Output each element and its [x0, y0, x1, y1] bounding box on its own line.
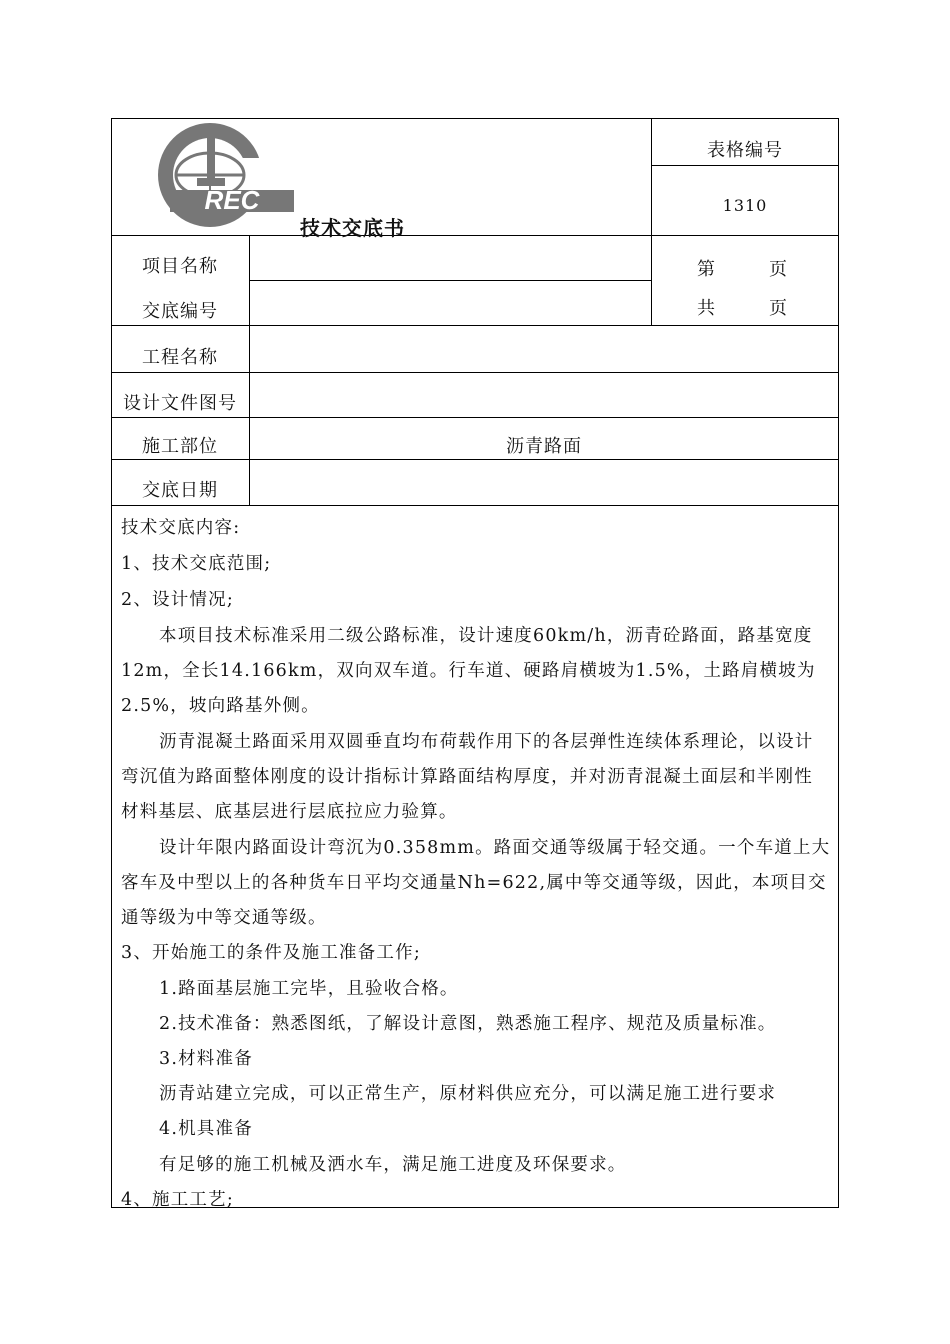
divider	[111, 235, 839, 236]
label-drawing-number: 设计文件图号	[123, 393, 237, 414]
logo-text: REC	[204, 185, 260, 215]
divider	[651, 165, 839, 166]
paragraph-line: 设计年限内路面设计弯沉为0.358mm。路面交通等级属于轻交通。一个车道上大	[159, 838, 831, 858]
label-project-name: 项目名称	[142, 256, 218, 277]
divider	[111, 417, 839, 418]
page-number: 第 页	[697, 259, 793, 280]
page-total: 共 页	[697, 298, 793, 319]
label-handover-number: 交底编号	[142, 301, 218, 322]
divider	[249, 280, 651, 281]
document-title: 技术交底书	[300, 216, 405, 240]
label-work-name: 工程名称	[142, 347, 218, 368]
section-heading: 3、开始施工的条件及施工准备工作;	[121, 943, 421, 963]
label-construction-part: 施工部位	[142, 436, 218, 457]
paragraph-line: 2.5%，坡向路基外侧。	[121, 696, 320, 716]
paragraph-line: 有足够的施工机械及洒水车，满足施工进度及环保要求。	[159, 1155, 627, 1175]
list-item: 1.路面基层施工完毕，且验收合格。	[159, 979, 459, 999]
paragraph-line: 12m，全长14.166km，双向双车道。行车道、硬路肩横坡为1.5%，土路肩横坡为	[121, 661, 816, 681]
divider	[111, 372, 839, 373]
company-logo	[150, 118, 300, 232]
form-number-value: 1310	[722, 196, 768, 215]
paragraph-line: 弯沉值为路面整体刚度的设计指标计算路面结构厚度，并对沥青混凝土面层和半刚性	[121, 767, 813, 787]
label-divider	[249, 235, 250, 505]
divider	[111, 325, 839, 326]
divider	[111, 459, 839, 460]
content-heading: 技术交底内容:	[121, 518, 241, 538]
divider	[111, 505, 839, 506]
label-handover-date: 交底日期	[142, 480, 218, 501]
list-item: 4.机具准备	[159, 1119, 253, 1139]
form-number-label: 表格编号	[707, 140, 783, 161]
paragraph-line: 材料基层、底基层进行层底拉应力验算。	[121, 802, 458, 822]
paragraph-line: 沥青混凝土路面采用双圆垂直均布荷载作用下的各层弹性连续体系理论，以设计	[159, 732, 814, 752]
paragraph-line: 通等级为中等交通等级。	[121, 908, 327, 928]
section-heading: 2、设计情况;	[121, 590, 234, 610]
section-heading: 4、施工工艺;	[121, 1190, 234, 1210]
section-heading: 1、技术交底范围;	[121, 554, 272, 574]
list-item: 2.技术准备：熟悉图纸，了解设计意图，熟悉施工程序、规范及质量标准。	[159, 1014, 777, 1034]
paragraph-line: 沥青站建立完成，可以正常生产，原材料供应充分，可以满足施工进行要求	[159, 1084, 777, 1104]
value-construction-part[interactable]: 沥青路面	[506, 436, 582, 457]
paragraph-line: 客车及中型以上的各种货车日平均交通量Nh=622,属中等交通等级，因此，本项目交	[121, 873, 827, 893]
paragraph-line: 本项目技术标准采用二级公路标准，设计速度60km/h，沥青砼路面，路基宽度	[159, 626, 813, 646]
list-item: 3.材料准备	[159, 1049, 253, 1069]
